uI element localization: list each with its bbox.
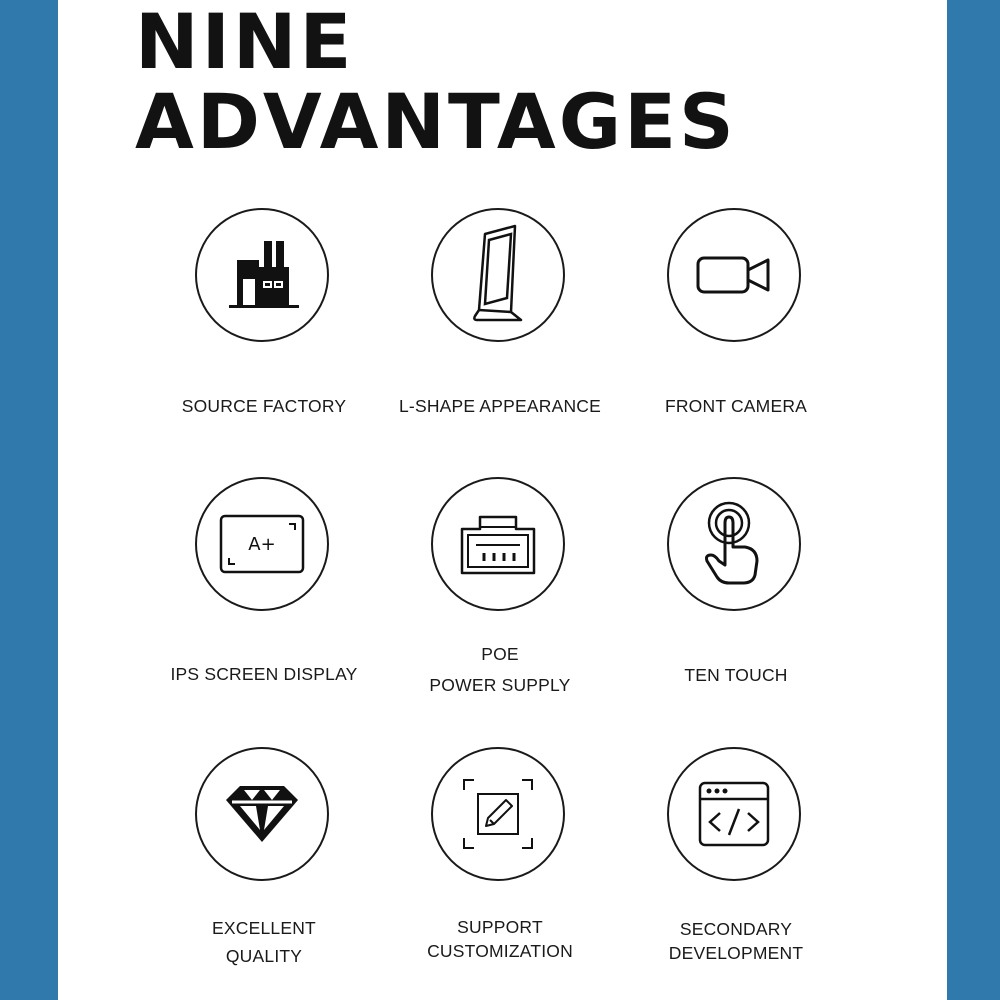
- edit-customize-icon: [460, 776, 536, 852]
- advantage-support-customization: [380, 747, 620, 987]
- advantage-front-camera: [616, 208, 856, 448]
- icon-circle: [667, 477, 801, 611]
- title-line-1: NINE: [135, 0, 355, 86]
- icon-circle: [431, 208, 565, 342]
- screen-text: A+: [248, 534, 276, 555]
- ethernet-port-icon: [458, 511, 538, 577]
- advantage-label: TEN TOUCH: [684, 665, 788, 685]
- icon-circle: [195, 747, 329, 881]
- l-shape-stand-icon: [463, 220, 533, 330]
- advantage-poe-power-supply: [380, 477, 620, 717]
- advantage-label: IPS SCREEN DISPLAY: [170, 664, 358, 684]
- advantage-secondary-development: [616, 747, 856, 987]
- advantage-label: FRONT CAMERA: [664, 396, 808, 416]
- advantage-label: SUPPORT CUSTOMIZATION: [427, 917, 573, 961]
- page-title: [135, 0, 737, 166]
- advantage-label: EXCELLENT QUALITY: [212, 918, 316, 966]
- icon-circle: [431, 477, 565, 611]
- advantage-ips-screen-display: [144, 477, 384, 717]
- icon-circle: [195, 208, 329, 342]
- title-line-2: ADVANTAGES: [135, 77, 737, 166]
- icon-circle: [667, 747, 801, 881]
- content-panel: [58, 0, 947, 1000]
- touch-hand-icon: [699, 499, 769, 589]
- icon-circle: [431, 747, 565, 881]
- advantage-label: POE POWER SUPPLY: [429, 644, 571, 695]
- advantage-label: SOURCE FACTORY: [181, 396, 347, 416]
- advantage-excellent-quality: [144, 747, 384, 987]
- code-window-icon: [696, 779, 772, 849]
- ips-screen-icon: [217, 512, 307, 576]
- factory-icon: [217, 235, 307, 315]
- advantage-source-factory: [144, 208, 384, 448]
- advantage-l-shape-appearance: [380, 208, 620, 448]
- video-camera-icon: [694, 250, 774, 300]
- icon-circle: [667, 208, 801, 342]
- advantage-label: SECONDARY DEVELOPMENT: [668, 919, 804, 963]
- diamond-icon: [222, 782, 302, 846]
- advantage-label: L-SHAPE APPEARANCE: [398, 396, 601, 416]
- icon-circle: [195, 477, 329, 611]
- advantage-ten-touch: [616, 477, 856, 717]
